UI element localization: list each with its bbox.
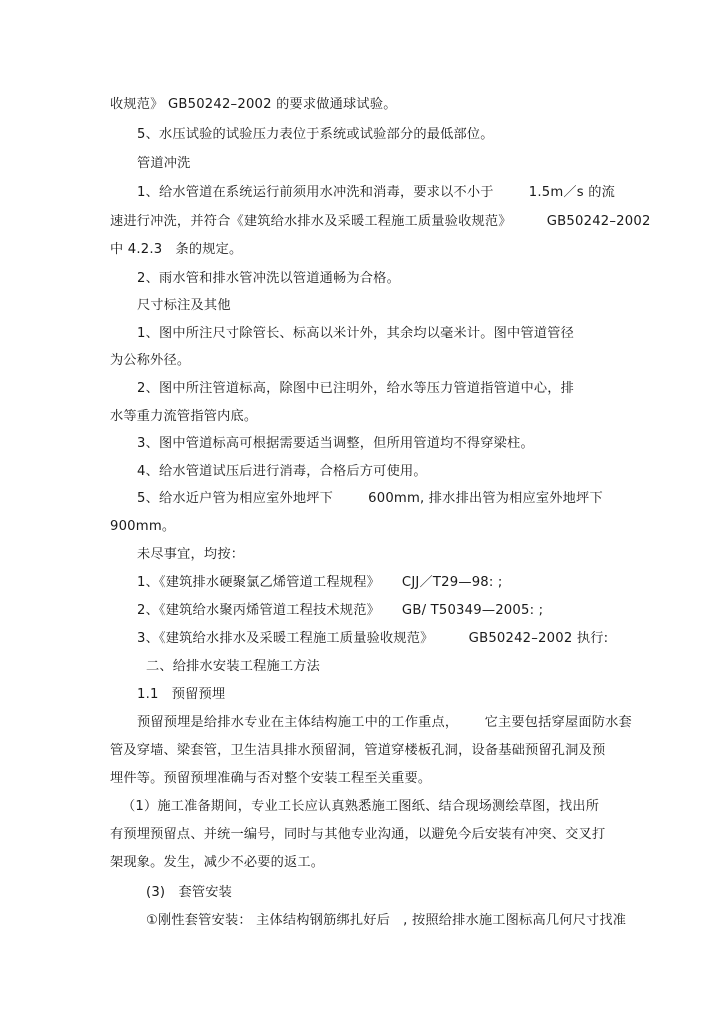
text-line: 4、给水管道试压后进行消毒，合格后方可使用。 (137, 464, 427, 479)
text-line: 900mm。 (110, 519, 176, 534)
text-line: 3、图中管道标高可根据需要适当调整，但所用管道均不得穿梁柱。 (137, 436, 534, 451)
section-heading: 二、给排水安装工程施工方法 (146, 659, 321, 674)
text-line: 5、水压试验的试验压力表位于系统或试验部分的最低部位。 (137, 127, 494, 142)
text-line: 1、图中所注尺寸除管长、标高以米计外，其余均以毫米计。图中管道管径 (137, 326, 574, 341)
subsection-heading: (3) 套管安装 (146, 885, 233, 900)
text-line: 中 4.2.3 条的规定。 (110, 242, 243, 257)
text-line: 5、给水近户管为相应室外地坪下 600mm, 排水排出管为相应室外地坪下 (137, 491, 603, 506)
text-line: 收规范》 GB50242–2002 的要求做通球试验。 (110, 97, 397, 112)
text-line: 2、图中所注管道标高，除图中已注明外，给水等压力管道指管道中心，排 (137, 381, 574, 396)
text-line: 速进行冲洗，并符合《建筑给水排水及采暖工程施工质量验收规范》 GB50242–2002 (110, 214, 651, 229)
text-line: 管及穿墙、梁套管，卫生洁具排水预留洞，管道穿楼板孔洞，设备基础预留孔洞及预 (110, 743, 606, 758)
list-item: 3、《建筑给水排水及采暖工程施工质量验收规范》 GB50242–2002 执行: (137, 631, 609, 646)
text-line: 架现象。发生，减少不必要的返工。 (110, 855, 325, 870)
list-item: 2、《建筑给水聚丙烯管道工程技术规范》 GB/ T50349—2005: ; (137, 603, 544, 618)
text-line: 1、给水管道在系统运行前须用水冲洗和消毒，要求以不小于 1.5m／s 的流 (137, 185, 616, 200)
text-line: 有预埋预留点、并统一编号，同时与其他专业沟通，以避免今后安装有冲突、交叉打 (110, 827, 606, 842)
text-line: 未尽事宜，均按： (137, 547, 245, 562)
text-line: 为公称外径。 (110, 353, 191, 368)
text-line: （1）施工准备期间，专业工长应认真熟悉施工图纸、结合现场测绘草图，找出所 (122, 799, 600, 814)
text-line: 2、雨水管和排水管冲洗以管道通畅为合格。 (137, 271, 400, 286)
text-line: 水等重力流管指管内底。 (110, 409, 258, 424)
list-item: 1、《建筑排水硬聚氯乙烯管道工程规程》 CJJ／T29—98: ; (137, 575, 503, 590)
text-line: ①刚性套管安装： 主体结构钢筋绑扎好后 , 按照给排水施工图标高几何尺寸找准 (146, 913, 627, 928)
subsection-heading: 1.1 预留预埋 (137, 687, 226, 702)
text-line: 预留预埋是给排水专业在主体结构施工中的工作重点， 它主要包括穿屋面防水套 (137, 715, 632, 730)
section-heading: 管道冲洗 (137, 156, 191, 171)
section-heading: 尺寸标注及其他 (137, 298, 231, 313)
text-line: 埋件等。预留预埋准确与否对整个安装工程至关重要。 (110, 771, 432, 786)
